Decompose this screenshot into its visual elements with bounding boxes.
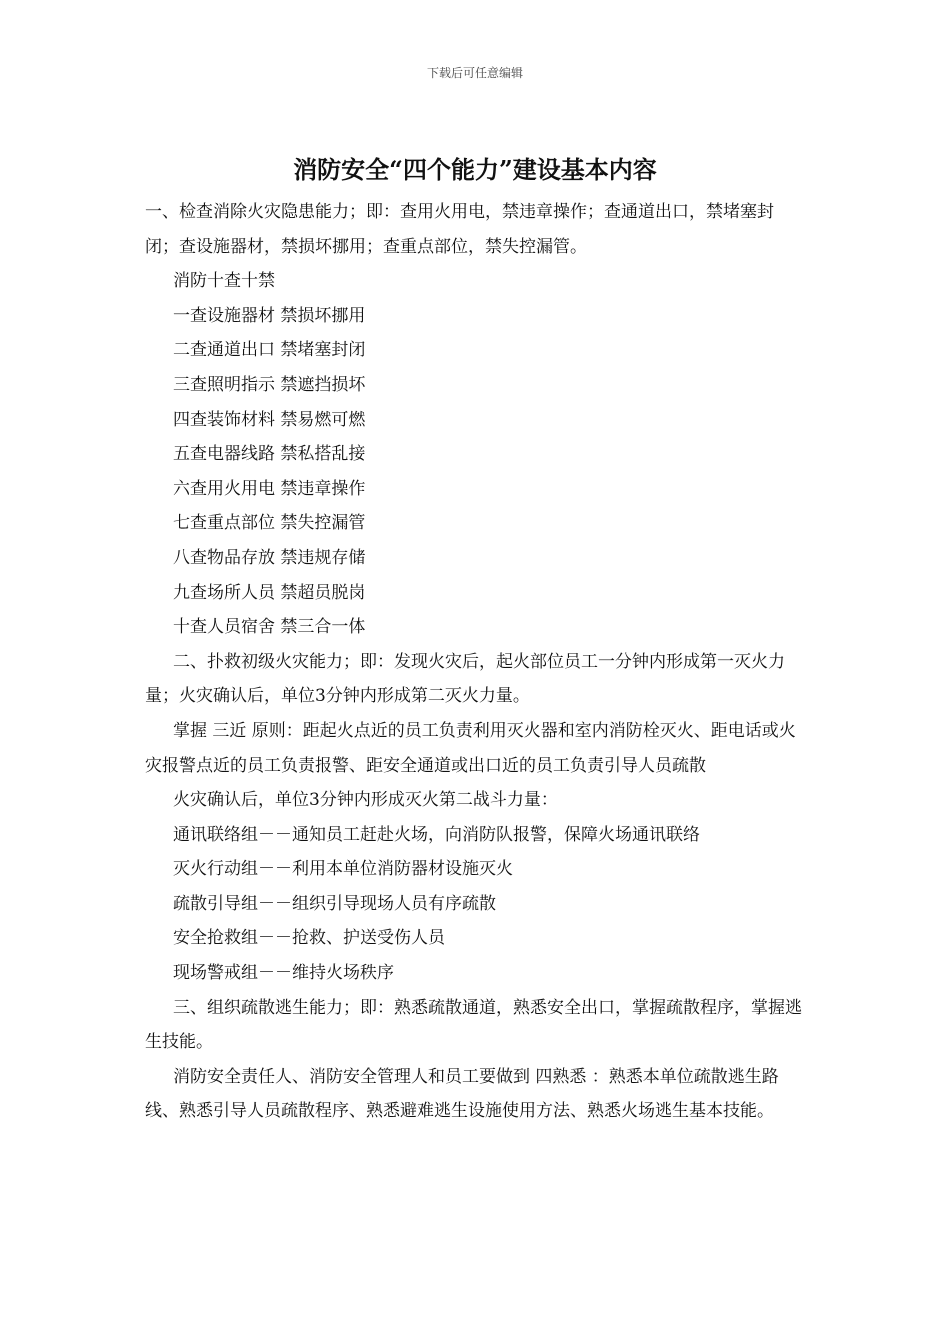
document-body	[145, 195, 807, 1129]
paragraph: 一查设施器材 禁损坏挪用	[173, 305, 366, 326]
paragraph: 疏散引导组－－组织引导现场人员有序疏散	[173, 893, 496, 914]
paragraph: 灭火行动组－－利用本单位消防器材设施灭火	[173, 859, 513, 880]
paragraph: 一、检查消除火灾隐患能力；即：查用火用电，禁违章操作；查通道出口，禁堵塞封闭；查设施器材，禁损坏挪用；查重点部位，禁失控漏管。	[145, 202, 774, 257]
paragraph: 五查电器线路 禁私搭乱接	[173, 444, 366, 465]
paragraph: 六查用火用电 禁违章操作	[173, 478, 366, 499]
paragraph: 现场警戒组－－维持火场秩序	[173, 963, 394, 984]
paragraph: 二查通道出口 禁堵塞封闭	[173, 340, 366, 361]
paragraph: 二、扑救初级火灾能力；即：发现火灾后，起火部位员工一分钟内形成第一灭火力量；火灾确认后，单位3分钟内形成第二灭火力量。	[145, 651, 785, 707]
paragraph: 三查照明指示 禁遮挡损坏	[173, 374, 366, 395]
document-title: 消防安全“四个能力”建设基本内容	[293, 155, 657, 184]
paragraph: 三、组织疏散逃生能力；即：熟悉疏散通道，熟悉安全出口，掌握疏散程序，掌握逃生技能。	[145, 997, 802, 1053]
paragraph: 九查场所人员 禁超员脱岗	[173, 582, 366, 603]
paragraph: 通讯联络组－－通知员工赶赴火场，向消防队报警，保障火场通讯联络	[173, 824, 700, 845]
paragraph: 十查人员宿舍 禁三合一体	[173, 617, 366, 638]
paragraph: 安全抢救组－－抢救、护送受伤人员	[173, 928, 445, 949]
header-note: 下载后可任意编辑	[426, 66, 523, 80]
paragraph: 掌握 三近 原则：距起火点近的员工负责利用灭火器和室内消防栓灭火、距电话或火灾报警点近的员工负责报警、距安全通道或出口近的员工负责引导人员疏散	[145, 720, 796, 776]
paragraph: 四查装饰材料 禁易燃可燃	[173, 409, 366, 430]
paragraph: 消防安全责任人、消防安全管理人和员工要做到 四熟悉 ：熟悉本单位疏散逃生路线、熟悉引导人员疏散程序、熟悉避难逃生设施使用方法、熟悉火场逃生基本技能。	[145, 1066, 779, 1122]
paragraph: 八查物品存放 禁违规存储	[173, 547, 366, 568]
paragraph: 消防十查十禁	[173, 271, 275, 292]
paragraph: 火灾确认后，单位3分钟内形成灭火第二战斗力量：	[173, 790, 558, 811]
paragraph: 七查重点部位 禁失控漏管	[173, 513, 366, 534]
